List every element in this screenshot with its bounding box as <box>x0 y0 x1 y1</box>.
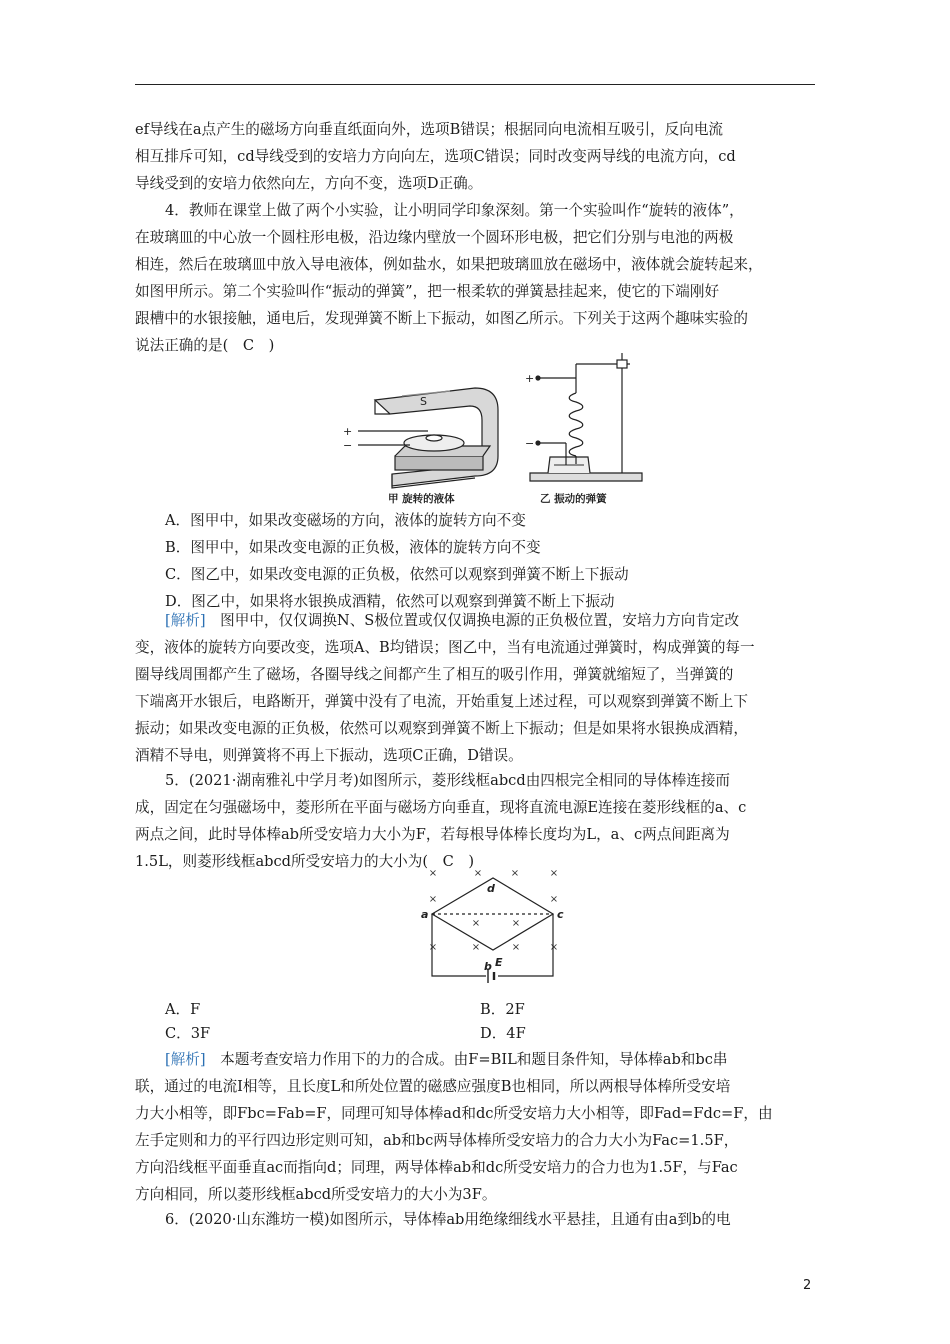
text-line: 下端离开水银后，电路断开，弹簧中没有了电流，开始重复上述过程，可以观察到弹簧不断上下 <box>135 693 748 710</box>
cross-mark: × <box>428 868 438 879</box>
page-number: 2 <box>803 1278 812 1293</box>
cross-mark: × <box>549 868 559 879</box>
text-line <box>135 1046 815 1073</box>
text-line: 6．(2020·山东潍坊一模)如图所示，导体棒ab用绝缘细线水平悬挂，且通有由a到b的电 <box>165 1211 731 1228</box>
q5-stem <box>135 767 815 875</box>
cross-mark: × <box>510 868 520 879</box>
cross-mark: × <box>428 942 438 953</box>
text-line: 成，固定在匀强磁场中，菱形所在平面与磁场方向垂直，现将直流电源E连接在菱形线框的a、c <box>135 799 747 816</box>
cross-mark: × <box>471 942 481 953</box>
text-line: 4．教师在课堂上做了两个小实验，让小明同学印象深刻。第一个实验叫作“旋转的液体”， <box>165 202 744 219</box>
figure-caption-right: 乙 振动的弹簧 <box>540 493 607 505</box>
figure-caption-left: 甲 旋转的液体 <box>388 493 455 505</box>
text-line: 方向相同，所以菱形线框abcd所受安培力的大小为3F。 <box>135 1186 497 1203</box>
point-a-label: a <box>421 908 429 921</box>
analysis-text: 图甲中，仅仅调换N、S极位置或仅仅调换电源的正负极位置，安培力方向肯定改 <box>205 612 740 629</box>
plus-sign: + <box>525 372 535 385</box>
text-line: 两点之间，此时导体棒ab所受安培力大小为F，若每根导体棒长度均为L，a、c两点间距离为 <box>135 826 730 843</box>
minus-sign: − <box>343 439 353 452</box>
cross-mark: × <box>511 918 521 929</box>
q4-options <box>135 507 815 615</box>
text-line: 跟槽中的水银接触，通电后，发现弹簧不断上下振动，如图乙所示。下列关于这两个趣味实验的 <box>135 310 748 327</box>
cross-mark: × <box>428 894 438 905</box>
text-line <box>135 607 815 634</box>
text-line: 力大小相等，即Fbc=Fab=F，同理可知导体棒ad和dc所受安培力大小相等，即Fad=Fdc=F，由 <box>135 1105 773 1122</box>
text-line: 左手定则和力的平行四边形定则可知，ab和bc两导体棒所受安培力的合力大小为Fac=1.5F， <box>135 1132 739 1149</box>
point-c-label: c <box>557 908 564 921</box>
point-b-label: b <box>484 960 492 973</box>
text-line: 圈导线周围都产生了磁场，各圈导线之间都产生了相互的吸引作用，弹簧就缩短了，当弹簧的 <box>135 666 734 683</box>
q4-analysis <box>135 607 815 769</box>
text-line: 联，通过的电流I相等，且长度L和所处位置的磁感应强度B也相同，所以两根导体棒所受安培 <box>135 1078 731 1095</box>
source-e-label: E <box>495 956 503 969</box>
text-line: 变，液体的旋转方向要改变，选项A、B均错误；图乙中，当有电流通过弹簧时，构成弹簧的每一 <box>135 639 755 656</box>
analysis-tag: [解析] <box>165 612 206 629</box>
q5-figure <box>418 862 568 990</box>
q6-stem <box>135 1206 815 1233</box>
cross-mark: × <box>549 942 559 953</box>
point-d-label: d <box>487 882 495 895</box>
text-line: ef导线在a点产生的磁场方向垂直纸面向外，选项B错误；根据同向电流相互吸引，反向电流 <box>135 121 724 138</box>
magnetic-field-crosses <box>429 868 558 953</box>
text-line: 酒精不导电，则弹簧将不再上下振动，选项C正确，D错误。 <box>135 747 523 764</box>
text-line: 方向沿线框平面垂直ac而指向d；同理，两导体棒ab和dc所受安培力的合力也为1.5F，与Fac <box>135 1159 738 1176</box>
plus-sign: + <box>343 425 353 438</box>
text-line: 相互排斥可知，cd导线受到的安培力方向向左，选项C错误；同时改变两导线的电流方向，cd <box>135 148 736 165</box>
option-a: A．F <box>165 1001 201 1018</box>
text-line: 说法正确的是( C ) <box>135 337 275 354</box>
cross-mark: × <box>511 942 521 953</box>
rotating-liquid-apparatus <box>358 388 498 488</box>
option-a: A．图甲中，如果改变磁场的方向，液体的旋转方向不变 <box>165 512 526 529</box>
option-c: C．图乙中，如果改变电源的正负极，依然可以观察到弹簧不断上下振动 <box>165 566 629 583</box>
magnet-pole-label: S <box>420 395 427 408</box>
header-rule <box>135 84 815 85</box>
option-d: D．图乙中，如果将水银换成酒精，依然可以观察到弹簧不断上下振动 <box>165 593 615 610</box>
cross-mark: × <box>471 918 481 929</box>
analysis-text: 本题考查安培力作用下的力的合成。由F=BIL和题目条件知，导体棒ab和bc串 <box>205 1051 728 1068</box>
text-line: 振动；如果改变电源的正负极，依然可以观察到弹簧不断上下振动；但是如果将水银换成酒精， <box>135 720 748 737</box>
text-line: 1.5L，则菱形线框abcd所受安培力的大小为( C ) <box>135 853 475 870</box>
text-line: 导线受到的安培力依然向左，方向不变，选项D正确。 <box>135 175 483 192</box>
q4-figure <box>330 348 650 508</box>
cross-mark: × <box>549 894 559 905</box>
text-line: 在玻璃皿的中心放一个圆柱形电极，沿边缘内壁放一个圆环形电极，把它们分别与电池的两极 <box>135 229 734 246</box>
q4-stem <box>135 197 815 359</box>
option-d: D．4F <box>480 1025 526 1042</box>
analysis-tag: [解析] <box>165 1051 206 1068</box>
option-b: B．2F <box>480 1001 525 1018</box>
text-line: 5．(2021·湖南雅礼中学月考)如图所示，菱形线框abcd由四根完全相同的导体棒连接而 <box>165 772 731 789</box>
prev-answer-tail <box>135 116 815 197</box>
text-line: 相连，然后在玻璃皿中放入导电液体，例如盐水，如果把玻璃皿放在磁场中，液体就会旋转起来， <box>135 256 763 273</box>
option-c: C．3F <box>165 1025 211 1042</box>
text-line: 如图甲所示。第二个实验叫作“振动的弹簧”，把一根柔软的弹簧悬挂起来，使它的下端刚好 <box>135 283 720 300</box>
minus-sign: − <box>525 437 535 450</box>
option-b: B．图甲中，如果改变电源的正负极，液体的旋转方向不变 <box>165 539 541 556</box>
q5-analysis <box>135 1046 815 1208</box>
vibrating-spring-apparatus <box>530 353 642 481</box>
cross-mark: × <box>473 868 483 879</box>
